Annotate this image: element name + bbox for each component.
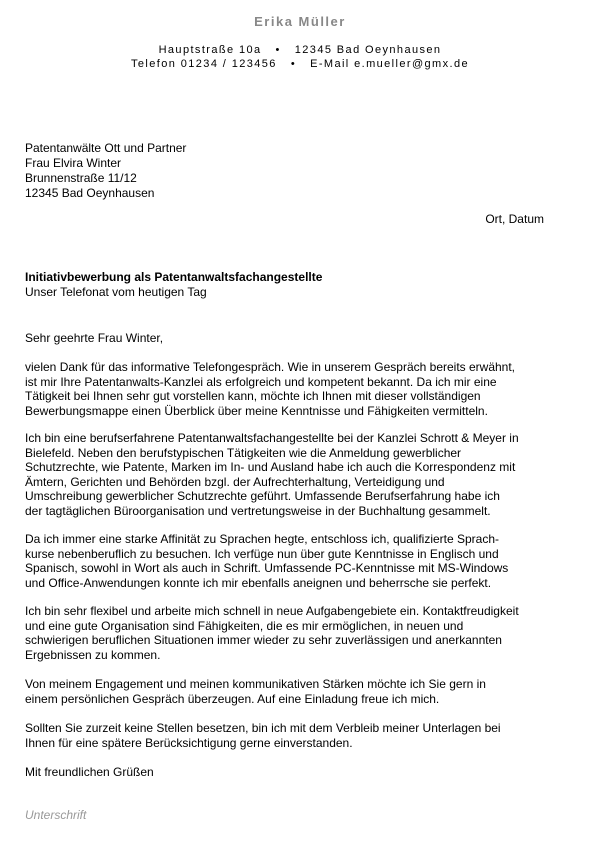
- paragraph-line: Schutzrechte, wie Patente, Marken im In- und Ausland habe ich auch die Korrespondenz mit: [25, 460, 516, 475]
- paragraph-line: Sollten Sie zurzeit keine Stellen besetzen, bin ich mit dem Verbleib meiner Unterlagen bei: [25, 721, 501, 735]
- paragraph-line: vielen Dank für das informative Telefongespräch. Wie in unserem Gespräch bereits erwähnt,: [25, 360, 516, 374]
- sender-name: Erika Müller: [254, 14, 346, 29]
- sender-address-line: [0, 44, 600, 56]
- paragraph-line: Ämtern, Gerichten und Behörden bzgl. der Aufrechterhaltung, Verteidigung und: [25, 474, 445, 489]
- paragraph-line: Ich bin eine berufserfahrene Patentanwaltsfachangestellte bei der Kanzlei Schrott & Meyer in: [25, 431, 519, 445]
- recipient-line: Brunnenstraße 11/12: [25, 171, 137, 185]
- paragraph-line: und eine gute Organisation sind Fähigkeiten, die es mir ermöglichen, in neuen und: [25, 618, 464, 633]
- paragraph-line: schwierigen beruflichen Situationen immer wieder zu sehr zuverlässigen und anerkannten: [25, 633, 502, 648]
- sender-street: Hauptstraße 10a: [158, 44, 262, 56]
- recipient-line: 12345 Bad Oeynhausen: [25, 186, 155, 200]
- separator-dot: •: [290, 58, 297, 70]
- paragraph-line: Ihnen für eine spätere Berücksichtigung gerne einverstanden.: [25, 735, 353, 750]
- paragraph-line: Umschreibung gewerblicher Schutzrechte geführt. Umfassende Berufserfahrung habe ich: [25, 489, 500, 504]
- body-paragraph: [25, 677, 570, 706]
- paragraph-line: Ergebnissen zu kommen.: [25, 647, 161, 662]
- body-paragraph: [25, 721, 570, 750]
- body-paragraph: [25, 431, 570, 519]
- sender-contact-line: [0, 58, 600, 70]
- subject-reference: Unser Telefonat vom heutigen Tag: [25, 285, 207, 299]
- subject-title: Initiativbewerbung als Patentanwaltsfachangestellte: [25, 270, 323, 284]
- paragraph-line: Da ich immer eine starke Affinität zu Sprachen hegte, entschloss ich, qualifizierte Sprach-: [25, 532, 500, 546]
- sender-city: 12345 Bad Oeynhausen: [294, 44, 442, 56]
- paragraph-line: Bielefeld. Neben den berufstypischen Tätigkeiten wie die Anmeldung gewerblicher: [25, 445, 462, 460]
- subject-block: [25, 270, 322, 300]
- separator-dot: •: [275, 44, 281, 56]
- sender-email: E-Mail e.mueller@gmx.de: [310, 58, 469, 70]
- paragraph-line: Spanisch, sowohl in Wort als auch in Schrift. Umfassende PC-Kenntnisse mit MS-Windows: [25, 561, 509, 576]
- body-paragraph: [25, 360, 570, 418]
- paragraph-line: ist mir Ihre Patentanwalts-Kanzlei als erfolgreich und kompetent bekannt. Da ich mir eine: [25, 374, 497, 389]
- recipient-line: Frau Elvira Winter: [25, 156, 122, 170]
- recipient-line: Patentanwälte Ott und Partner: [25, 141, 187, 155]
- letter-date: Ort, Datum: [485, 212, 544, 226]
- body-paragraph: [25, 532, 570, 590]
- salutation: Sehr geehrte Frau Winter,: [25, 331, 164, 345]
- paragraph-line: Von meinem Engagement und meinen kommunikativen Stärken möchte ich Sie gern in: [25, 677, 486, 691]
- paragraph-line: Bewerbungsmappe einen Überblick über meine Kenntnisse und Fähigkeiten vermitteln.: [25, 403, 488, 418]
- paragraph-line: Tätigkeit bei Ihnen sehr gut vorstellen kann, möchte ich Ihnen mit dieser vollständigen: [25, 389, 481, 404]
- paragraph-line: kurse nebenberuflich zu besuchen. Ich verfüge nun über gute Kenntnisse in Englisch und: [25, 546, 499, 561]
- paragraph-line: der tagtäglichen Büroorganisation und vertretungsweise in der Buchhaltung gesammelt.: [25, 503, 491, 518]
- body-paragraph: [25, 604, 570, 662]
- recipient-address: [25, 141, 186, 201]
- paragraph-line: Ich bin sehr flexibel und arbeite mich schnell in neue Aufgabengebiete ein. Kontaktfreudigkeit: [25, 604, 519, 618]
- paragraph-line: und Office-Anwendungen konnte ich mir ebenfalls aneignen und beherrsche sie perfekt.: [25, 575, 492, 590]
- closing-phrase: Mit freundlichen Grüßen: [25, 765, 154, 779]
- sender-phone: Telefon 01234 / 123456: [131, 58, 277, 70]
- paragraph-line: einem persönlichen Gespräch überzeugen. Auf eine Einladung freue ich mich.: [25, 691, 440, 706]
- signature-placeholder: Unterschrift: [25, 808, 87, 822]
